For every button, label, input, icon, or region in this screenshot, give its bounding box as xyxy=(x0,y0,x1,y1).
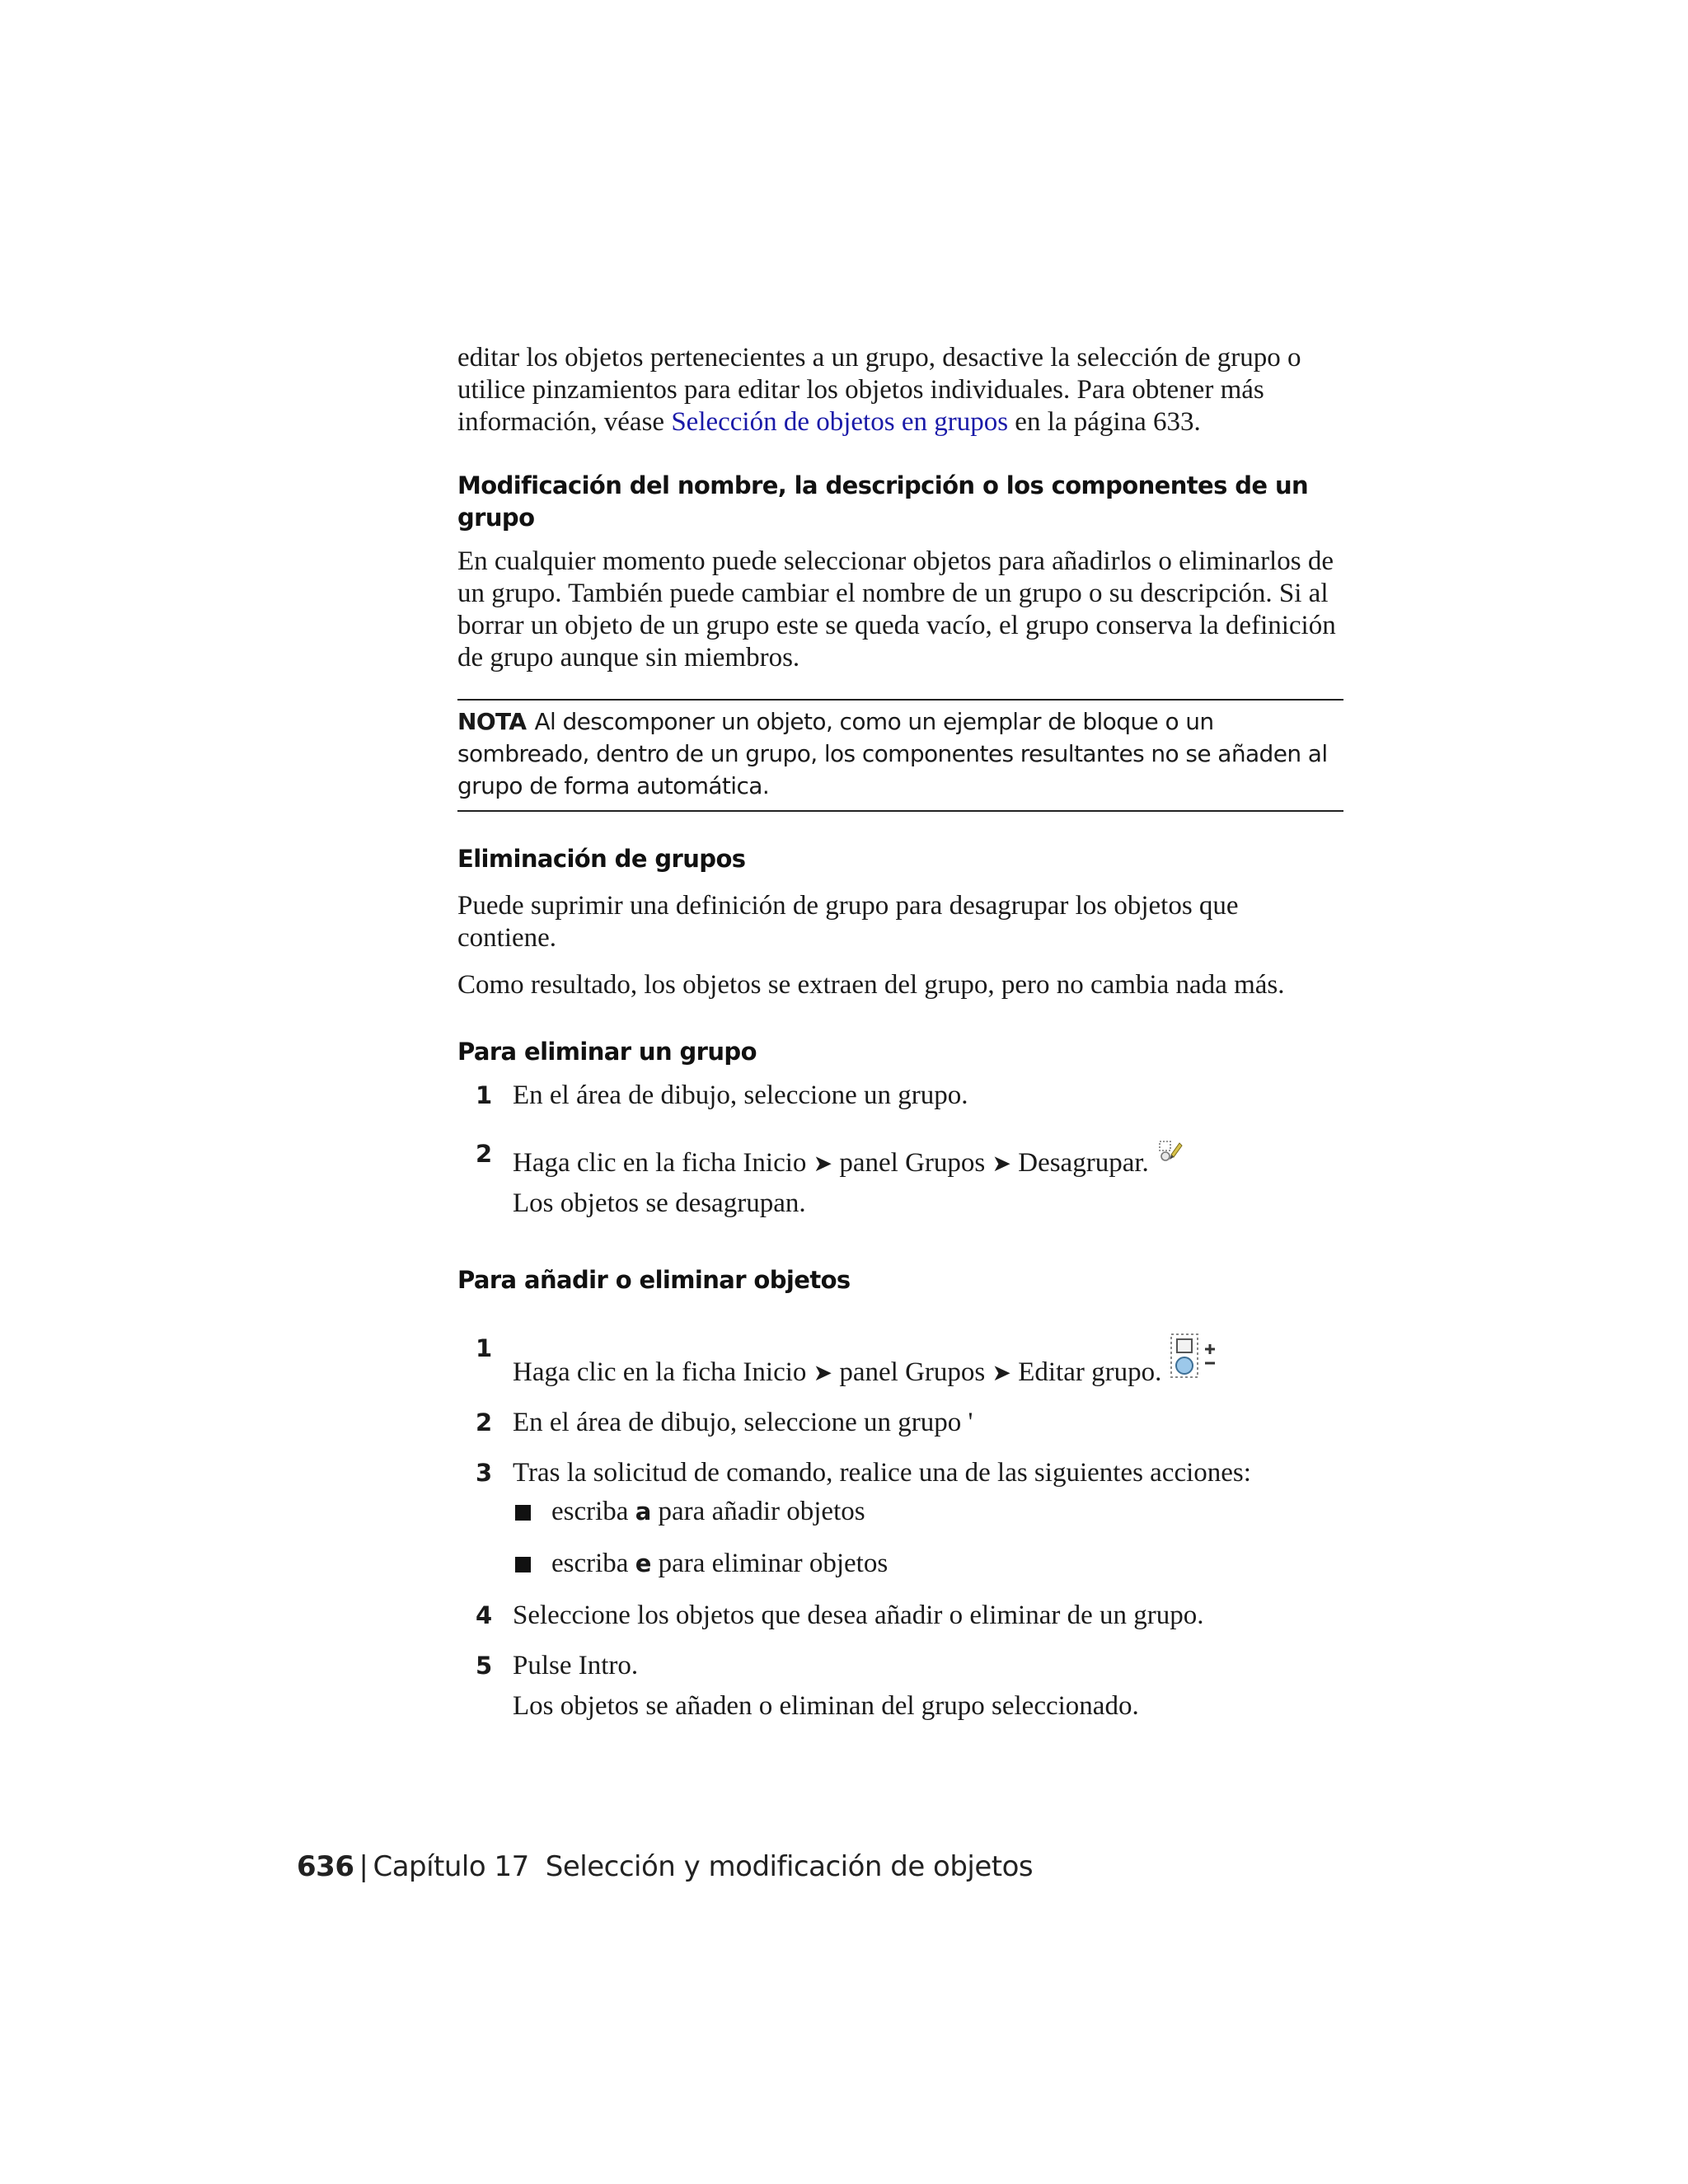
chapter-label: Capítulo 17 xyxy=(373,1850,529,1883)
list-item xyxy=(457,1333,1343,1389)
note-text: Al descomponer un objeto, como un ejemplar de bloque o un sombreado, dentro de un grupo, los componentes resultantes no se añaden al grupo de forma automática. xyxy=(457,708,1328,799)
note-box xyxy=(457,699,1343,812)
note-label: NOTA xyxy=(457,708,527,735)
arrow-icon: ➤ xyxy=(992,1359,1011,1386)
edit-group-icon xyxy=(1170,1333,1221,1387)
page-footer xyxy=(297,1850,1033,1883)
step-number: 1 xyxy=(476,1334,493,1362)
step-number: 5 xyxy=(476,1652,493,1680)
step-text: Seleccione los objetos que desea añadir o eliminar de un grupo. xyxy=(513,1601,1204,1630)
arrow-icon: ➤ xyxy=(813,1150,833,1177)
step-result: Los objetos se añaden o eliminan del grupo seleccionado. xyxy=(513,1691,1139,1721)
command-key: e xyxy=(635,1549,652,1577)
option-list xyxy=(513,1496,1343,1580)
section-body-modify: En cualquier momento puede seleccionar objetos para añadirlos o eliminarlos de un grupo. También puede cambiar el nombre de un grupo o su descripción. Si al borrar un objeto de un grupo este se queda vacío, el grupo conserva la definición de grupo aunque sin miembros. xyxy=(457,546,1336,673)
procedure-delete-steps xyxy=(457,1080,1343,1220)
cross-reference-link[interactable]: Selección de objetos en grupos xyxy=(671,407,1009,437)
step-number: 4 xyxy=(476,1601,493,1629)
list-item xyxy=(513,1548,1343,1580)
list-item xyxy=(457,1080,1343,1112)
step-number: 3 xyxy=(476,1459,493,1487)
list-item xyxy=(457,1407,1343,1439)
step-text: Tras la solicitud de comando, realice una de las siguientes acciones: xyxy=(513,1458,1251,1488)
arrow-icon: ➤ xyxy=(992,1150,1011,1177)
section-heading-delete: Eliminación de grupos xyxy=(457,845,746,873)
page-content xyxy=(457,342,1343,1722)
square-bullet-icon xyxy=(515,1505,531,1521)
procedure-heading-edit: Para añadir o eliminar objetos xyxy=(457,1266,851,1294)
step-text: En el área de dibujo, seleccione un grupo. xyxy=(513,1080,968,1110)
step-number: 2 xyxy=(476,1408,493,1436)
command-key: a xyxy=(635,1497,652,1526)
list-item xyxy=(457,1457,1343,1580)
step-text: Pulse Intro. xyxy=(513,1651,639,1680)
procedure-heading-delete: Para eliminar un grupo xyxy=(457,1038,757,1066)
step-result: Los objetos se desagrupan. xyxy=(513,1188,806,1218)
list-item xyxy=(513,1496,1343,1528)
procedure-edit-steps xyxy=(457,1333,1343,1722)
step-number: 2 xyxy=(476,1140,493,1168)
step-number: 1 xyxy=(476,1081,493,1109)
section-heading-modify: Modificación del nombre, la descripción o los componentes de un grupo xyxy=(457,471,1309,532)
list-item xyxy=(457,1138,1343,1220)
step-text: En el área de dibujo, seleccione un grupo ' xyxy=(513,1408,973,1437)
bullet-text: escriba a para añadir objetos xyxy=(551,1497,865,1526)
list-item xyxy=(457,1650,1343,1722)
square-bullet-icon xyxy=(515,1557,531,1572)
step-text: Haga clic en la ficha Inicio ➤ panel Grupos ➤ Desagrupar. xyxy=(513,1138,1343,1179)
intro-paragraph: editar los objetos pertenecientes a un grupo, desactive la selección de grupo o utilice pinzamientos para editar los objetos individuales. Para obtener más información, véase Selección de objetos en grupos en la página 633. xyxy=(457,343,1301,437)
delete-paragraph-1: Puede suprimir una definición de grupo para desagrupar los objetos que contiene. xyxy=(457,891,1239,953)
ungroup-icon xyxy=(1157,1138,1184,1173)
arrow-icon: ➤ xyxy=(813,1359,833,1386)
list-item xyxy=(457,1600,1343,1632)
step-text: Haga clic en la ficha Inicio ➤ panel Grupos ➤ Editar grupo. xyxy=(513,1333,1343,1389)
footer-separator: | xyxy=(359,1850,368,1883)
bullet-text: escriba e para eliminar objetos xyxy=(551,1549,889,1578)
page-number: 636 xyxy=(297,1850,354,1883)
delete-paragraph-2: Como resultado, los objetos se extraen del grupo, pero no cambia nada más. xyxy=(457,970,1285,1000)
chapter-title: Selección y modificación de objetos xyxy=(545,1850,1034,1883)
